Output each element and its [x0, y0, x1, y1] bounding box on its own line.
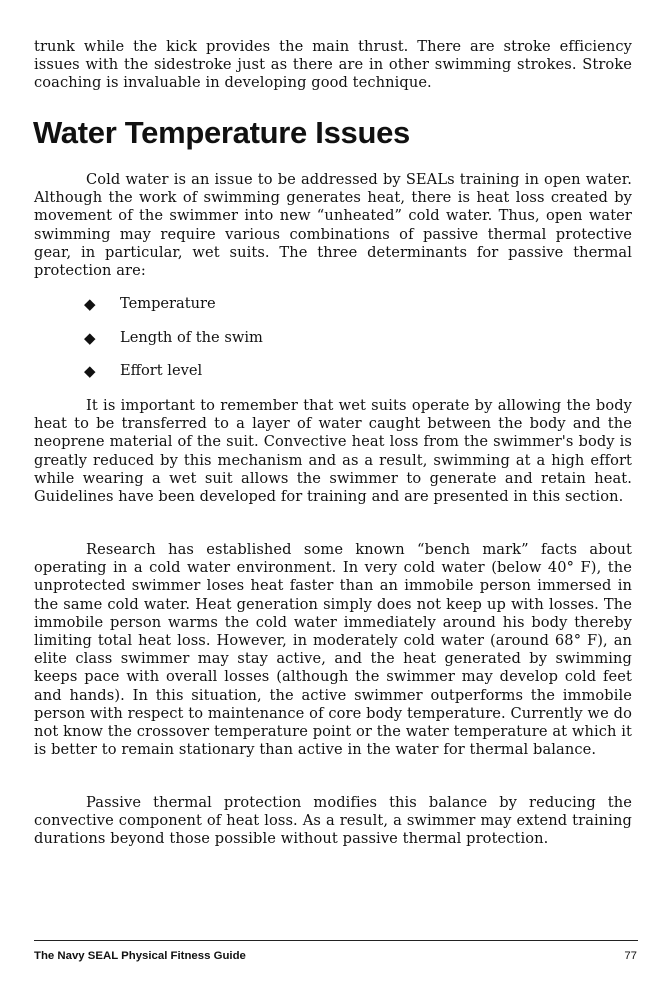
- paragraph-3: Research has established some known “bench mark” facts about operating in a cold water environment. In very cold water (below 40° F), the unprotected swimmer loses heat faster than an immobile person immersed in the same cold water. Heat generation simply does not keep up with losses. The immobile person warms the cold water immediately around his body thereby limiting total heat loss. However, in moderately cold water (around 68° F), an elite class swimmer may stay active, and the heat generated by swimming keeps pace with overall losses (although the swimmer may develop cold feet and hands). In this situation, the active swimmer outperforms the immobile person with respect to maintenance of core body temperature. Currently we do not know the crossover temperature point or the water temperature at which it is better to remain stationary than active in the water for thermal balance.: [34, 541, 632, 759]
- determinant-effort-level: Effort level: [120, 362, 203, 379]
- intro-paragraph: trunk while the kick provides the main thrust. There are stroke efficiency issues with the sidestroke just as there are in other swimming strokes. Stroke coaching is invaluable in developing good technique.: [34, 38, 632, 92]
- list-item: [84, 361, 263, 395]
- paragraph-1: Cold water is an issue to be addressed by SEALs training in open water. Although the work of swimming generates heat, there is heat loss created by movement of the swimmer into new “unheated” cold water. Thus, open water swimming may require various combinations of passive thermal protective gear, in particular, wet suits. The three determinants for passive thermal protection are:: [34, 171, 632, 280]
- list-item: [84, 294, 263, 328]
- paragraph-4: Passive thermal protection modifies this balance by reducing the convective component of heat loss. As a result, a swimmer may extend training durations beyond those possible without passive thermal protection.: [34, 794, 632, 848]
- footer-title: The Navy SEAL Physical Fitness Guide: [34, 950, 246, 962]
- section-heading: Water Temperature Issues: [33, 115, 411, 150]
- diamond-bullet-icon: ◆: [84, 328, 96, 347]
- list-item: [84, 328, 263, 362]
- paragraph-2: It is important to remember that wet suits operate by allowing the body heat to be transferred to a layer of water caught between the body and the neoprene material of the suit. Convective heat loss from the swimmer's body is greatly reduced by this mechanism and as a result, swimming at a high effort while wearing a wet suit allows the swimmer to generate and retain heat. Guidelines have been developed for training and are presented in this section.: [34, 397, 632, 506]
- diamond-bullet-icon: ◆: [84, 362, 96, 380]
- determinant-length-of-swim: Length of the swim: [120, 328, 263, 346]
- page-number: 77: [624, 950, 637, 962]
- diamond-bullet-icon: ◆: [84, 295, 96, 313]
- determinant-temperature: Temperature: [120, 295, 216, 312]
- determinants-list: [84, 294, 263, 395]
- footer-divider: [34, 940, 638, 941]
